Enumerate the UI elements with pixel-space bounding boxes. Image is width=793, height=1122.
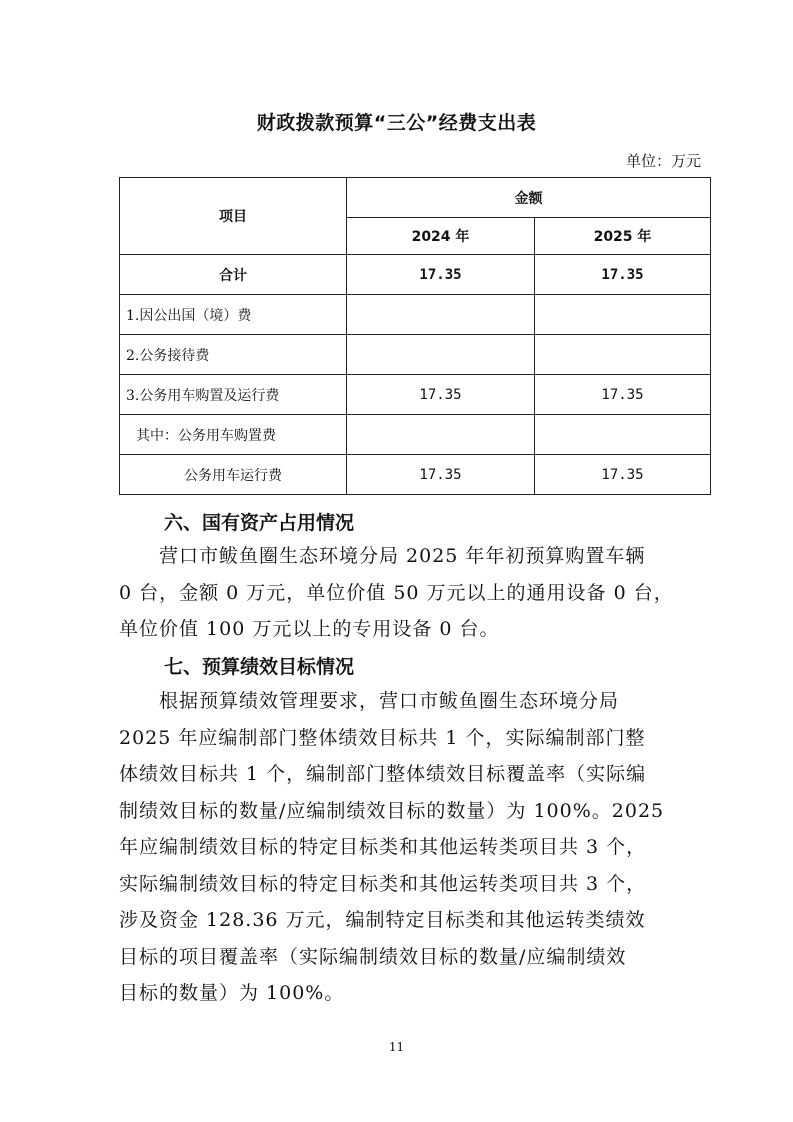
paragraph-line: 目标的项目覆盖率（实际编制绩效目标的数量/应编制绩效 bbox=[119, 945, 627, 968]
cell-2024: 17.35 bbox=[347, 255, 535, 295]
paragraph-line: 年应编制绩效目标的特定目标类和其他运转类项目共 3 个， bbox=[119, 836, 647, 858]
three-public-expenses-table bbox=[119, 177, 711, 495]
cell-2024: 17.35 bbox=[347, 455, 535, 495]
row-label: 1.因公出国（境）费 bbox=[120, 295, 347, 335]
paragraph-line: 0 台，金额 0 万元，单位价值 50 万元以上的通用设备 0 台， bbox=[119, 581, 674, 604]
header-item: 项目 bbox=[120, 178, 347, 255]
paragraph-line: 根据预算绩效管理要求，营口市鲅鱼圈生态环境分局 bbox=[159, 690, 620, 712]
table-row bbox=[120, 455, 711, 495]
row-label: 公务用车运行费 bbox=[120, 455, 347, 495]
page-number: 11 bbox=[388, 1040, 405, 1054]
section7-paragraph bbox=[119, 683, 679, 1012]
table-title: 财政拨款预算“三公”经费支出表 bbox=[256, 112, 537, 134]
paragraph-line: 目标的数量）为 100%。 bbox=[119, 982, 345, 1004]
paragraph-line: 单位价值 100 万元以上的专用设备 0 台。 bbox=[119, 618, 500, 640]
paragraph-line: 营口市鲅鱼圈生态环境分局 2025 年年初预算购置车辆 bbox=[159, 545, 646, 567]
section7-heading: 七、预算绩效目标情况 bbox=[164, 656, 355, 678]
unit-label: 单位：万元 bbox=[625, 152, 701, 170]
paragraph-line: 2025 年应编制部门整体绩效目标共 1 个，实际编制部门整 bbox=[119, 726, 646, 749]
cell-2024 bbox=[347, 295, 535, 335]
cell-2025 bbox=[535, 335, 711, 375]
cell-2025 bbox=[535, 295, 711, 335]
paragraph-line: 涉及资金 128.36 万元，编制特定目标类和其他运转类绩效 bbox=[119, 909, 646, 931]
section6-paragraph bbox=[119, 538, 679, 648]
cell-2025: 17.35 bbox=[535, 375, 711, 415]
section6-heading: 六、国有资产占用情况 bbox=[164, 512, 355, 534]
row-label: 3.公务用车购置及运行费 bbox=[120, 375, 347, 415]
paragraph-line: 实际编制绩效目标的特定目标类和其他运转类项目共 3 个， bbox=[119, 872, 647, 895]
header-2024: 2024 年 bbox=[347, 218, 535, 255]
cell-2024 bbox=[347, 335, 535, 375]
row-label: 合计 bbox=[120, 255, 347, 295]
table-row bbox=[120, 335, 711, 375]
header-amount: 金额 bbox=[347, 178, 711, 218]
table-row bbox=[120, 375, 711, 415]
cell-2024 bbox=[347, 415, 535, 455]
paragraph-line: 体绩效目标共 1 个，编制部门整体绩效目标覆盖率（实际编 bbox=[119, 763, 647, 785]
row-label: 其中：公务用车购置费 bbox=[120, 415, 347, 455]
table-row bbox=[120, 255, 711, 295]
table-row bbox=[120, 415, 711, 455]
cell-2025 bbox=[535, 415, 711, 455]
paragraph-line: 制绩效目标的数量/应编制绩效目标的数量）为 100%。2025 bbox=[119, 799, 665, 822]
row-label: 2.公务接待费 bbox=[120, 335, 347, 375]
cell-2024: 17.35 bbox=[347, 375, 535, 415]
table-row bbox=[120, 295, 711, 335]
header-2025: 2025 年 bbox=[535, 218, 711, 255]
cell-2025: 17.35 bbox=[535, 455, 711, 495]
cell-2025: 17.35 bbox=[535, 255, 711, 295]
